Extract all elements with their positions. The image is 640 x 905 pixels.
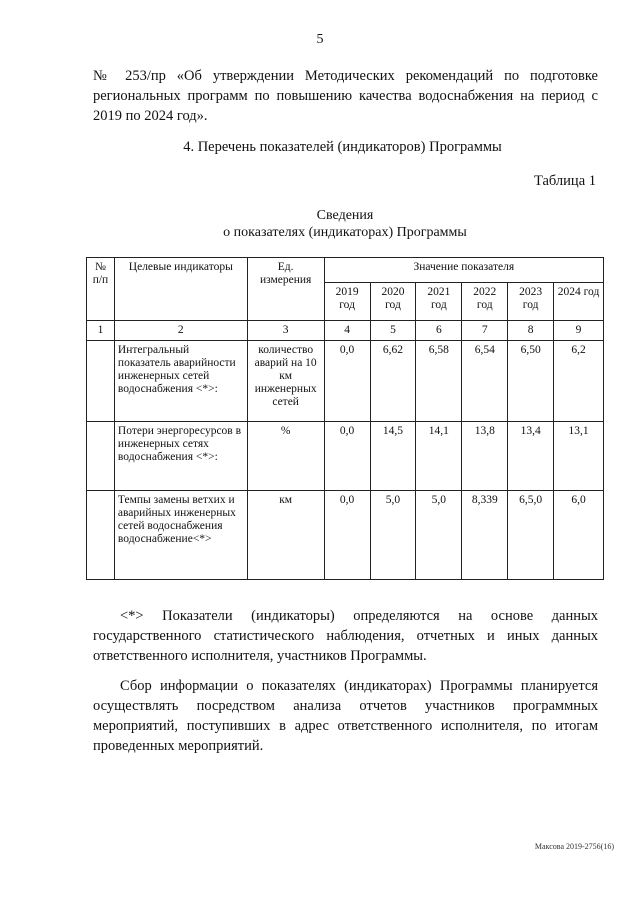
column-number: 3 — [247, 321, 324, 341]
indicators-table — [86, 257, 604, 580]
column-number: 2 — [114, 321, 247, 341]
header-year: 2020 год — [370, 283, 416, 321]
column-number: 1 — [87, 321, 115, 341]
table-header-row — [87, 258, 604, 283]
table-numbering-row — [87, 321, 604, 341]
header-year: 2023 год — [508, 283, 554, 321]
header-unit: Ед. измерения — [247, 258, 324, 321]
header-target: Целевые индикаторы — [114, 258, 247, 321]
footer-document-code: Максова 2019-2756(16) — [534, 842, 614, 851]
row-value: 6,50 — [508, 341, 554, 422]
table-caption-line1: Сведения — [316, 208, 374, 223]
row-value: 0,0 — [324, 422, 370, 491]
row-value: 6,0 — [554, 491, 604, 580]
column-number: 6 — [416, 321, 462, 341]
row-num — [87, 422, 115, 491]
row-unit: % — [247, 422, 324, 491]
header-year: 2022 год — [462, 283, 508, 321]
row-value: 8,339 — [462, 491, 508, 580]
section-title: 4. Перечень показателей (индикаторов) Программы — [183, 139, 502, 155]
column-number: 9 — [554, 321, 604, 341]
header-year: 2019 год — [324, 283, 370, 321]
row-indicator-name: Темпы замены ветхих и аварийных инженерных сетей водоснабжения водоснабжение<*> — [114, 491, 247, 580]
row-value: 6,58 — [416, 341, 462, 422]
row-value: 13,8 — [462, 422, 508, 491]
column-number: 8 — [508, 321, 554, 341]
row-indicator-name: Интегральный показатель аварийности инженерных сетей водоснабжения <*>: — [114, 341, 247, 422]
row-num — [87, 491, 115, 580]
column-number: 7 — [462, 321, 508, 341]
row-value: 6,5,0 — [508, 491, 554, 580]
row-value: 6,62 — [370, 341, 416, 422]
closing-paragraph: Сбор информации о показателях (индикаторах) Программы планируется осуществлять посредством анализа отчетов участников программных мероприятий, поступивших в адрес ответственного исполнителя, по итогам проведенных мероприятий. — [93, 678, 598, 754]
page-number: 5 — [316, 32, 324, 47]
header-num: № п/п — [87, 258, 115, 321]
footnote-paragraph: <*> Показатели (индикаторы) определяются на основе данных государственного статистического наблюдения, отчетных и иных данных ответственного исполнителя, участников Программы. — [93, 608, 598, 664]
row-value: 13,1 — [554, 422, 604, 491]
header-value-group: Значение показателя — [324, 258, 603, 283]
row-unit: км — [247, 491, 324, 580]
header-year: 2021 год — [416, 283, 462, 321]
column-number: 5 — [370, 321, 416, 341]
row-value: 14,1 — [416, 422, 462, 491]
row-value: 0,0 — [324, 341, 370, 422]
row-value: 6,2 — [554, 341, 604, 422]
row-value: 5,0 — [416, 491, 462, 580]
row-indicator-name: Потери энергоресурсов в инженерных сетях водоснабжения <*>: — [114, 422, 247, 491]
table-label: Таблица 1 — [533, 173, 596, 189]
table-caption-line2: о показателях (индикаторах) Программы — [223, 225, 467, 240]
table-row — [87, 422, 604, 491]
table-row — [87, 341, 604, 422]
header-year: 2024 год — [554, 283, 604, 321]
row-value: 5,0 — [370, 491, 416, 580]
row-unit: количество аварий на 10 км инженерных сетей — [247, 341, 324, 422]
row-value: 0,0 — [324, 491, 370, 580]
row-value: 6,54 — [462, 341, 508, 422]
intro-paragraph: № 253/пр «Об утверждении Методических рекомендаций по подготовке региональных программ по повышению качества водоснабжения на период с 2019 по 2024 год». — [93, 68, 598, 124]
row-value: 13,4 — [508, 422, 554, 491]
table-row — [87, 491, 604, 580]
row-num — [87, 341, 115, 422]
column-number: 4 — [324, 321, 370, 341]
row-value: 14,5 — [370, 422, 416, 491]
